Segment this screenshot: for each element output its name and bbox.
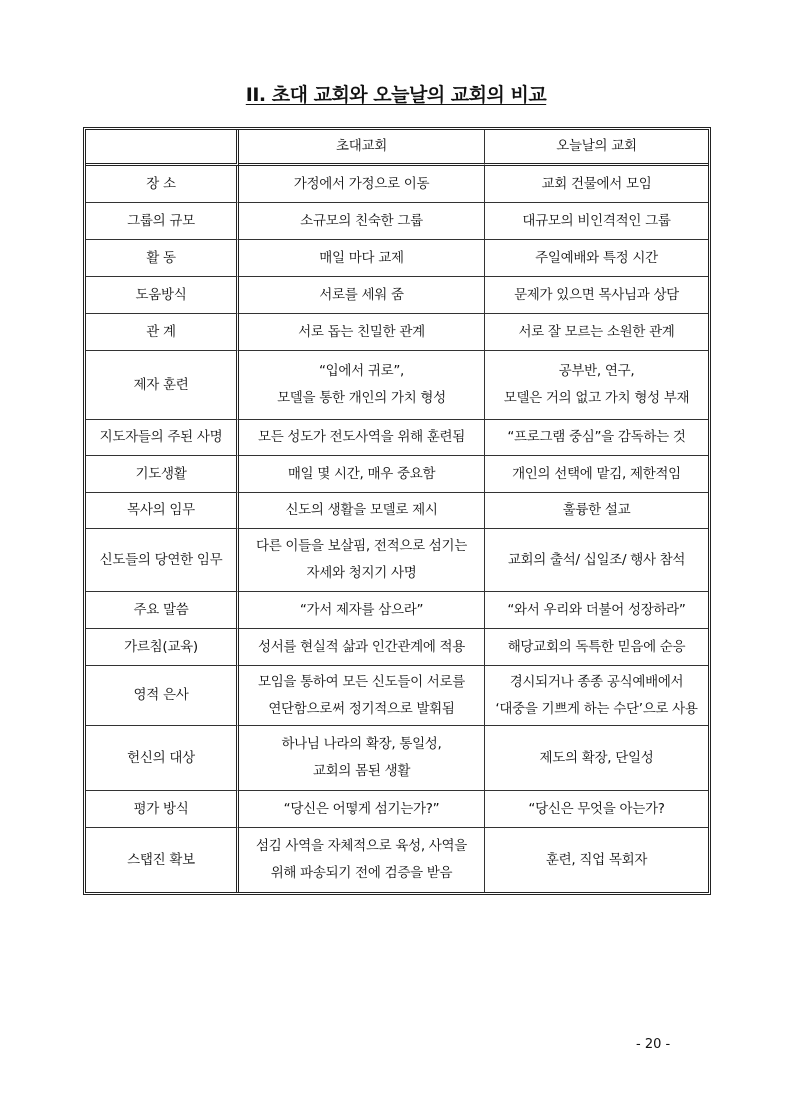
cell-text-line: 경시되거나 종종 공식예배에서 [509,673,684,690]
table-row [86,277,708,314]
row-label-cell: 헌신의 대상 [86,726,239,791]
early-church-cell [239,203,485,240]
table-row [86,726,708,791]
early-church-cell [239,240,485,277]
today-church-cell [485,629,708,666]
cell-text-line: “와서 우리와 더불어 성장하라” [507,601,686,618]
cell-text-line: 위해 파송되기 전에 검증을 받음 [270,865,453,881]
cell-text-line: 제도의 확장, 단일성 [539,749,654,766]
cell-text-line: 개인의 선택에 맡김, 제한적임 [512,465,681,482]
cell-text-line: 모델을 통한 개인의 가치 형성 [277,390,446,406]
cell-text-line: “가서 제자를 삼으라” [299,601,424,618]
header-early-church: 초대교회 [239,130,485,166]
cell-text-line: 서로를 세워 줌 [319,286,404,303]
comparison-table [83,127,711,895]
row-label-cell: 활 동 [86,240,239,277]
cell-text-line: 교회의 몸된 생활 [312,763,411,779]
cell-text-line: 모든 성도가 전도사역을 위해 훈련됨 [257,429,466,445]
early-church-cell [239,529,485,592]
today-church-cell [485,240,708,277]
today-church-cell [485,203,708,240]
cell-text-line: 공부반, 연구, [558,363,635,379]
today-church-cell [485,666,708,726]
today-church-cell [485,420,708,456]
row-label-cell: 지도자들의 주된 사명 [86,420,239,456]
cell-text-line: 매일 몇 시간, 매우 중요함 [287,465,436,482]
cell-text-line: 소규모의 친숙한 그룹 [300,212,423,229]
cell-text-line: 교회의 출석/ 십일조/ 행사 참석 [507,551,686,568]
cell-text-line: “당신은 무엇을 아는가? [528,800,665,817]
cell-text-line: 해당교회의 독특한 믿음에 순응 [507,638,686,655]
cell-text-line: 대규모의 비인격적인 그룹 [522,212,671,229]
row-label-cell: 목사의 임무 [86,493,239,529]
table-row [86,529,708,592]
early-church-cell [239,791,485,828]
row-label-cell: 스탭진 확보 [86,828,239,892]
cell-text-line: 모임을 통하여 모든 신도들이 서로를 [257,673,466,690]
table-row [86,314,708,351]
today-church-cell [485,529,708,592]
early-church-cell [239,629,485,666]
today-church-cell [485,314,708,351]
today-church-cell [485,351,708,420]
cell-text-line: 섬김 사역을 자체적으로 육성, 사역을 [255,838,468,854]
table-header-row [86,130,708,166]
table-row [86,420,708,456]
early-church-cell [239,666,485,726]
today-church-cell [485,726,708,791]
today-church-cell [485,592,708,629]
cell-text-line: ‘대중을 기쁘게 하는 수단’으로 사용 [495,700,698,717]
cell-text-line: 매일 마다 교제 [319,249,404,266]
cell-text-line: “당신은 어떻게 섬기는가?” [283,800,440,817]
cell-text-line: “입에서 귀로”, [318,363,405,379]
table-row [86,666,708,726]
row-label-cell: 평가 방식 [86,791,239,828]
today-church-cell [485,493,708,529]
cell-text-line: 연단함으로써 정기적으로 발휘됨 [268,700,455,717]
cell-text-line: 훌륭한 설교 [562,502,631,518]
row-label-cell: 기도생활 [86,456,239,493]
row-label-cell: 영적 은사 [86,666,239,726]
early-church-cell [239,828,485,892]
cell-text-line: 하나님 나라의 확장, 통일성, [281,736,442,752]
cell-text-line: 자세와 청지기 사명 [306,565,417,581]
table-row [86,592,708,629]
today-church-cell [485,166,708,203]
cell-text-line: 성서를 현실적 삶과 인간관계에 적용 [257,638,466,655]
cell-text-line: 훈련, 직업 목회자 [545,851,648,868]
table-row [86,166,708,203]
table-row [86,493,708,529]
row-label-cell: 가르침(교육) [86,629,239,666]
table-row [86,456,708,493]
cell-text-line: 모델은 거의 없고 가치 형성 부재 [503,390,690,406]
row-label-cell: 장 소 [86,166,239,203]
table-row [86,629,708,666]
cell-text-line: 가정에서 가정으로 이동 [293,175,430,192]
cell-text-line: 문제가 있으면 목사님과 상담 [514,286,679,303]
early-church-cell [239,592,485,629]
cell-text-line: 주일예배와 특정 시간 [535,249,658,266]
cell-text-line: 교회 건물에서 모임 [541,175,652,192]
early-church-cell [239,493,485,529]
today-church-cell [485,456,708,493]
header-corner-cell [86,130,239,166]
early-church-cell [239,726,485,791]
early-church-cell [239,420,485,456]
header-today-church: 오늘날의 교회 [485,130,708,166]
page-title: II. 초대 교회와 오늘날의 교회의 비교 [245,84,547,106]
row-label-cell: 제자 훈련 [86,351,239,420]
table-row [86,791,708,828]
early-church-cell [239,166,485,203]
row-label-cell: 신도들의 당연한 임무 [86,529,239,592]
row-label-cell: 그룹의 규모 [86,203,239,240]
table-row [86,828,708,892]
cell-text-line: 신도의 생활을 모델로 제시 [285,502,438,518]
today-church-cell [485,277,708,314]
cell-text-line: 다른 이들을 보살핌, 전적으로 섬기는 [255,538,468,554]
today-church-cell [485,791,708,828]
early-church-cell [239,351,485,420]
table-row [86,240,708,277]
row-label-cell: 주요 말씀 [86,592,239,629]
today-church-cell [485,828,708,892]
cell-text-line: “프로그램 중심”을 감독하는 것 [507,429,686,445]
early-church-cell [239,456,485,493]
cell-text-line: 서로 돕는 친밀한 관계 [298,323,425,340]
table-row [86,351,708,420]
row-label-cell: 도움방식 [86,277,239,314]
cell-text-line: 서로 잘 모르는 소원한 관계 [518,323,675,340]
early-church-cell [239,277,485,314]
page-number: - 20 - [636,1037,671,1052]
table-row [86,203,708,240]
row-label-cell: 관 계 [86,314,239,351]
early-church-cell [239,314,485,351]
